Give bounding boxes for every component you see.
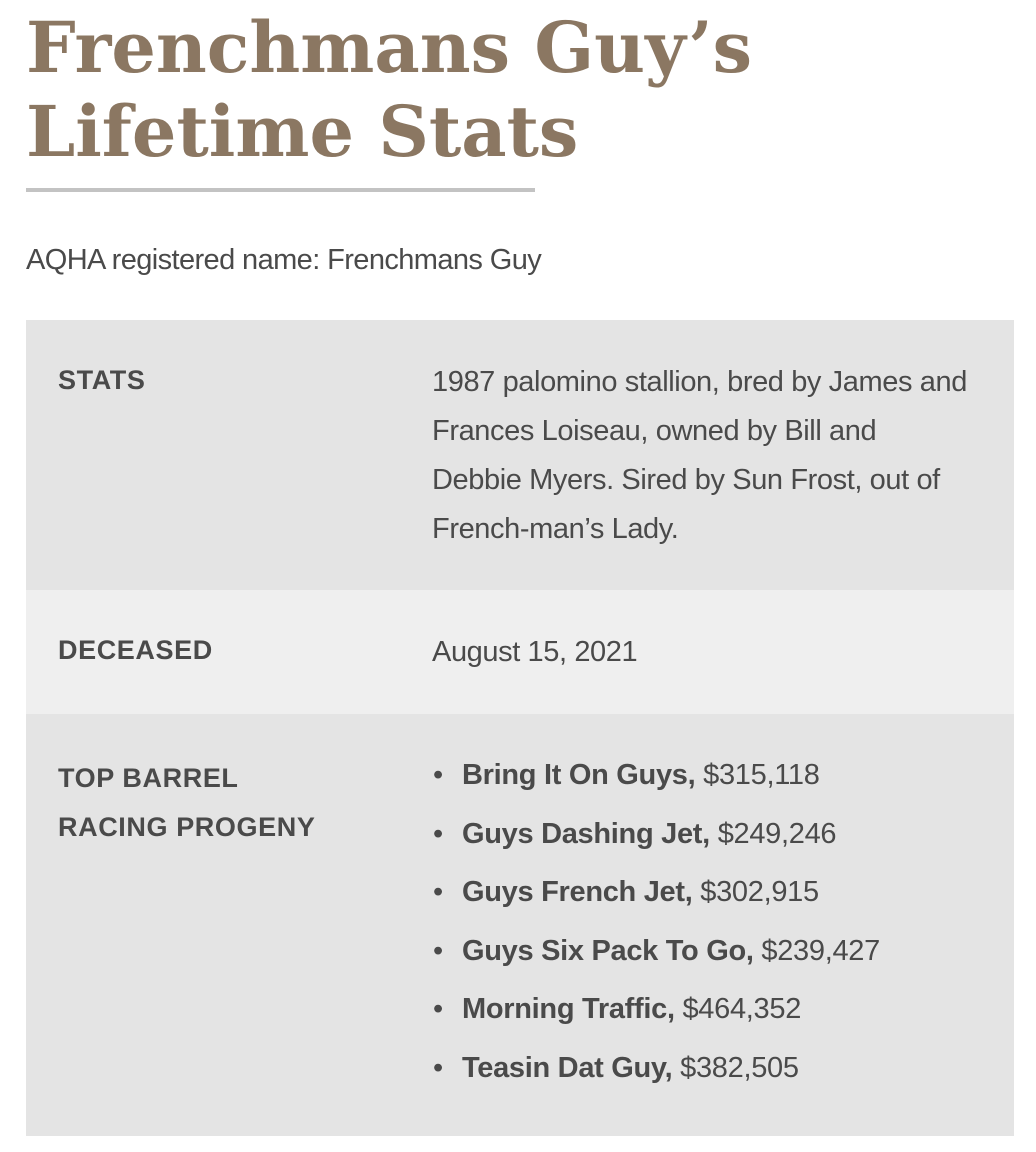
progeny-label: TOP BARREL RACING PROGENY bbox=[58, 763, 316, 842]
list-item bbox=[432, 746, 880, 805]
bullet: • bbox=[433, 876, 443, 908]
stats-value: 1987 palomino stallion, bred by James and Frances Loiseau, owned by Bill and Debbie Myers. Sired by Sun Frost, out of French-man’s Lady. bbox=[432, 366, 967, 545]
deceased-label: DECEASED bbox=[58, 635, 213, 665]
stats-table bbox=[26, 320, 1014, 1136]
progeny-list bbox=[432, 746, 880, 1097]
stats-row bbox=[26, 320, 1014, 590]
horse-earnings: $382,505 bbox=[680, 1051, 799, 1084]
page-title bbox=[26, 6, 752, 174]
bullet: • bbox=[433, 817, 443, 850]
horse-earnings: $302,915 bbox=[700, 876, 819, 908]
stats-label: STATS bbox=[58, 365, 146, 395]
horse-earnings: $464,352 bbox=[682, 993, 802, 1025]
horse-earnings: $315,118 bbox=[703, 759, 820, 791]
horse-name: Morning Traffic, bbox=[462, 993, 675, 1025]
horse-earnings: $249,246 bbox=[717, 817, 837, 850]
horse-name: Guys French Jet, bbox=[462, 876, 693, 908]
list-item bbox=[432, 922, 880, 981]
list-item bbox=[432, 805, 880, 864]
deceased-value: August 15, 2021 bbox=[432, 636, 638, 668]
page-title-line-1: Frenchmans Guy’s bbox=[26, 6, 753, 89]
page-title-line-2: Lifetime Stats bbox=[26, 90, 579, 173]
horse-earnings: $239,427 bbox=[761, 934, 880, 967]
list-item bbox=[432, 1039, 880, 1098]
title-divider bbox=[26, 188, 535, 192]
bullet: • bbox=[433, 1051, 443, 1084]
deceased-row bbox=[26, 590, 1014, 714]
list-item bbox=[432, 863, 880, 922]
horse-name: Guys Dashing Jet, bbox=[462, 817, 710, 850]
list-item bbox=[432, 980, 880, 1039]
registered-name: AQHA registered name: Frenchmans Guy bbox=[26, 244, 542, 276]
bullet: • bbox=[433, 934, 443, 967]
horse-name: Guys Six Pack To Go, bbox=[462, 934, 754, 967]
progeny-row bbox=[26, 714, 1014, 1136]
bullet: • bbox=[433, 759, 443, 791]
horse-name: Teasin Dat Guy, bbox=[462, 1051, 673, 1084]
bullet: • bbox=[433, 993, 443, 1025]
horse-name: Bring It On Guys, bbox=[462, 759, 696, 791]
